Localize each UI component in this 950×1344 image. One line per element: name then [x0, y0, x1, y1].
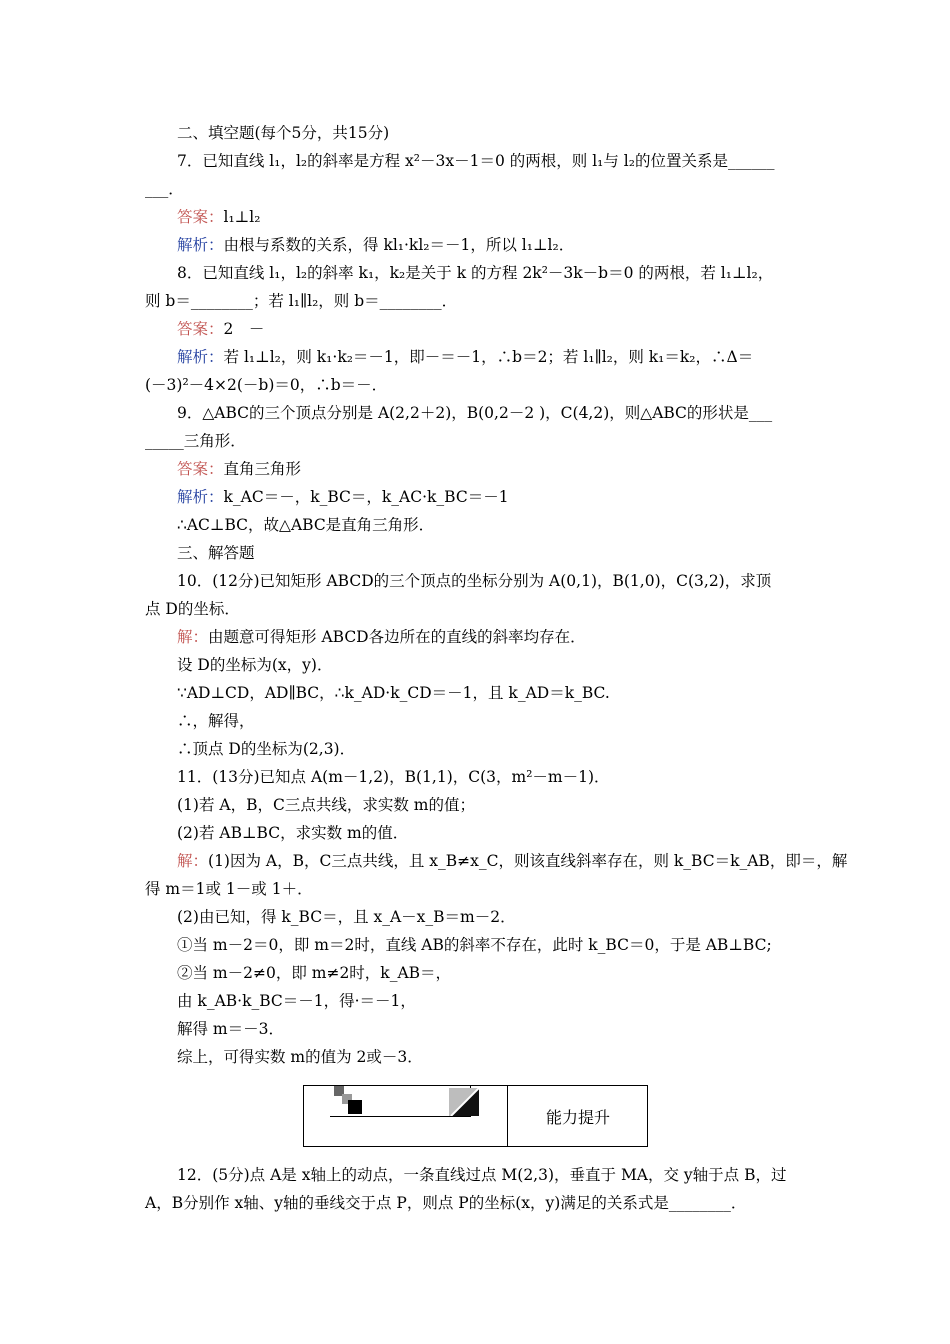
analysis-text: k_AC＝－，k_BC＝，k_AC·k_BC＝－1	[223, 488, 509, 506]
q8-analysis-cont: (－3)²－4×2(－b)＝0，∴b＝－．	[145, 376, 388, 394]
q10-text: 10．(12分)已知矩形 ABCD的三个顶点的坐标分别为 A(0,1)，B(1,0)，C(3,2)，求顶	[177, 572, 772, 590]
q12-text-cont: A，B分别作 x轴、y轴的垂线交于点 P，则点 P的坐标(x，y)满足的关系式是________．	[145, 1194, 747, 1212]
answer-text: l₁⊥l₂	[223, 208, 261, 226]
q-section-header: 二、填空题(每个5分，共15分)	[177, 124, 390, 142]
section-banner	[303, 1085, 648, 1147]
q10-text-cont: 点 D的坐标．	[145, 600, 240, 618]
answer-label: 答案：	[177, 460, 224, 478]
q8-text: 8．已知直线 l₁，l₂的斜率 k₁，k₂是关于 k 的方程 2k²－3k－b＝0 的两根，若 l₁⊥l₂，	[177, 264, 774, 282]
analysis-label: 解析：	[177, 488, 224, 506]
banner-decoration	[304, 1086, 508, 1146]
q10-solution	[177, 626, 842, 648]
q7-text: 7．已知直线 l₁，l₂的斜率是方程 x²－3x－1＝0 的两根，则 l₁与 l₂的位置关系是______	[177, 152, 775, 170]
q7-text-cont: ___．	[145, 180, 184, 198]
q12-text: 12．(5分)点 A是 x轴上的动点，一条直线过点 M(2,3)，垂直于 MA，交 y轴于点 B，过	[177, 1166, 787, 1184]
answer-label: 答案：	[177, 320, 224, 338]
q9-text-cont: _____三角形．	[145, 432, 246, 450]
analysis-text: 若 l₁⊥l₂，则 k₁·k₂＝－1，即－＝－1，∴b＝2；若 l₁∥l₂，则 k₁＝k₂，∴Δ＝	[223, 348, 754, 366]
q9-text: 9．△ABC的三个顶点分别是 A(2,2＋2)，B(0,2－2 )，C(4,2)，则△ABC的形状是___	[177, 404, 773, 422]
q7-analysis	[177, 234, 842, 256]
section-3-header: 三、解答题	[177, 544, 255, 562]
solution-label: 解：	[177, 628, 209, 646]
q8-answer	[177, 318, 842, 340]
q10-step-2: ∵AD⊥CD，AD∥BC，∴k_AD·k_CD＝－1，且 k_AD＝k_BC.	[177, 684, 610, 702]
q11-part-2: (2)若 AB⊥BC，求实数 m的值．	[177, 824, 409, 842]
q11-solution	[177, 850, 848, 872]
analysis-label: 解析：	[177, 236, 224, 254]
analysis-text: 由根与系数的关系，得 kl₁·kl₂＝－1，所以 l₁⊥l₂．	[223, 236, 575, 254]
solution-text: 由题意可得矩形 ABCD各边所在的直线的斜率均存在．	[208, 628, 586, 646]
q8-text-cont: 则 b＝________；若 l₁∥l₂，则 b＝________．	[145, 292, 458, 310]
q10-step-3: ∴，解得，	[177, 712, 255, 730]
answer-label: 答案：	[177, 208, 224, 226]
q11-part-1: (1)若 A，B，C三点共线，求实数 m的值；	[177, 796, 475, 814]
answer-text: 直角三角形	[223, 460, 302, 478]
q8-analysis	[177, 346, 842, 368]
q10-step-1: 设 D的坐标为(x，y)．	[177, 656, 333, 674]
q9-conclusion: ∴AC⊥BC，故△ABC是直角三角形．	[177, 516, 435, 534]
q11-conclusion: 综上，可得实数 m的值为 2或－3．	[177, 1048, 423, 1066]
q11-step-2: ①当 m－2＝0，即 m＝2时，直线 AB的斜率不存在，此时 k_BC＝0，于是 AB⊥BC;	[177, 936, 772, 954]
banner-triangle-icon	[449, 1088, 479, 1116]
q7-answer	[177, 206, 842, 228]
q11-text: 11．(13分)已知点 A(m－1,2)，B(1,1)，C(3，m²－m－1)．	[177, 768, 610, 786]
analysis-label: 解析：	[177, 348, 224, 366]
q11-step-1: (2)由已知，得 k_BC＝，且 x_A－x_B＝m－2．	[177, 908, 516, 926]
q11-step-3: ②当 m－2≠0，即 m≠2时，k_AB＝，	[177, 964, 452, 982]
solution-label: 解：	[177, 852, 209, 870]
banner-square-icon	[348, 1100, 362, 1114]
solution-text: (1)因为 A，B，C三点共线，且 x_B≠x_C，则该直线斜率存在，则 k_BC＝k_AB，即＝，解	[208, 852, 848, 870]
answer-text: 2 －	[223, 320, 265, 338]
q9-analysis	[177, 486, 842, 508]
q10-step-4: ∴顶点 D的坐标为(2,3)．	[177, 740, 356, 758]
q11-step-4: 由 k_AB·k_BC＝－1，得·＝－1，	[177, 992, 416, 1010]
banner-title: 能力提升	[545, 1107, 610, 1127]
q11-solution-cont: 得 m＝1或 1－或 1＋．	[145, 880, 313, 898]
q11-step-5: 解得 m＝－3．	[177, 1020, 284, 1038]
q9-answer	[177, 458, 842, 480]
